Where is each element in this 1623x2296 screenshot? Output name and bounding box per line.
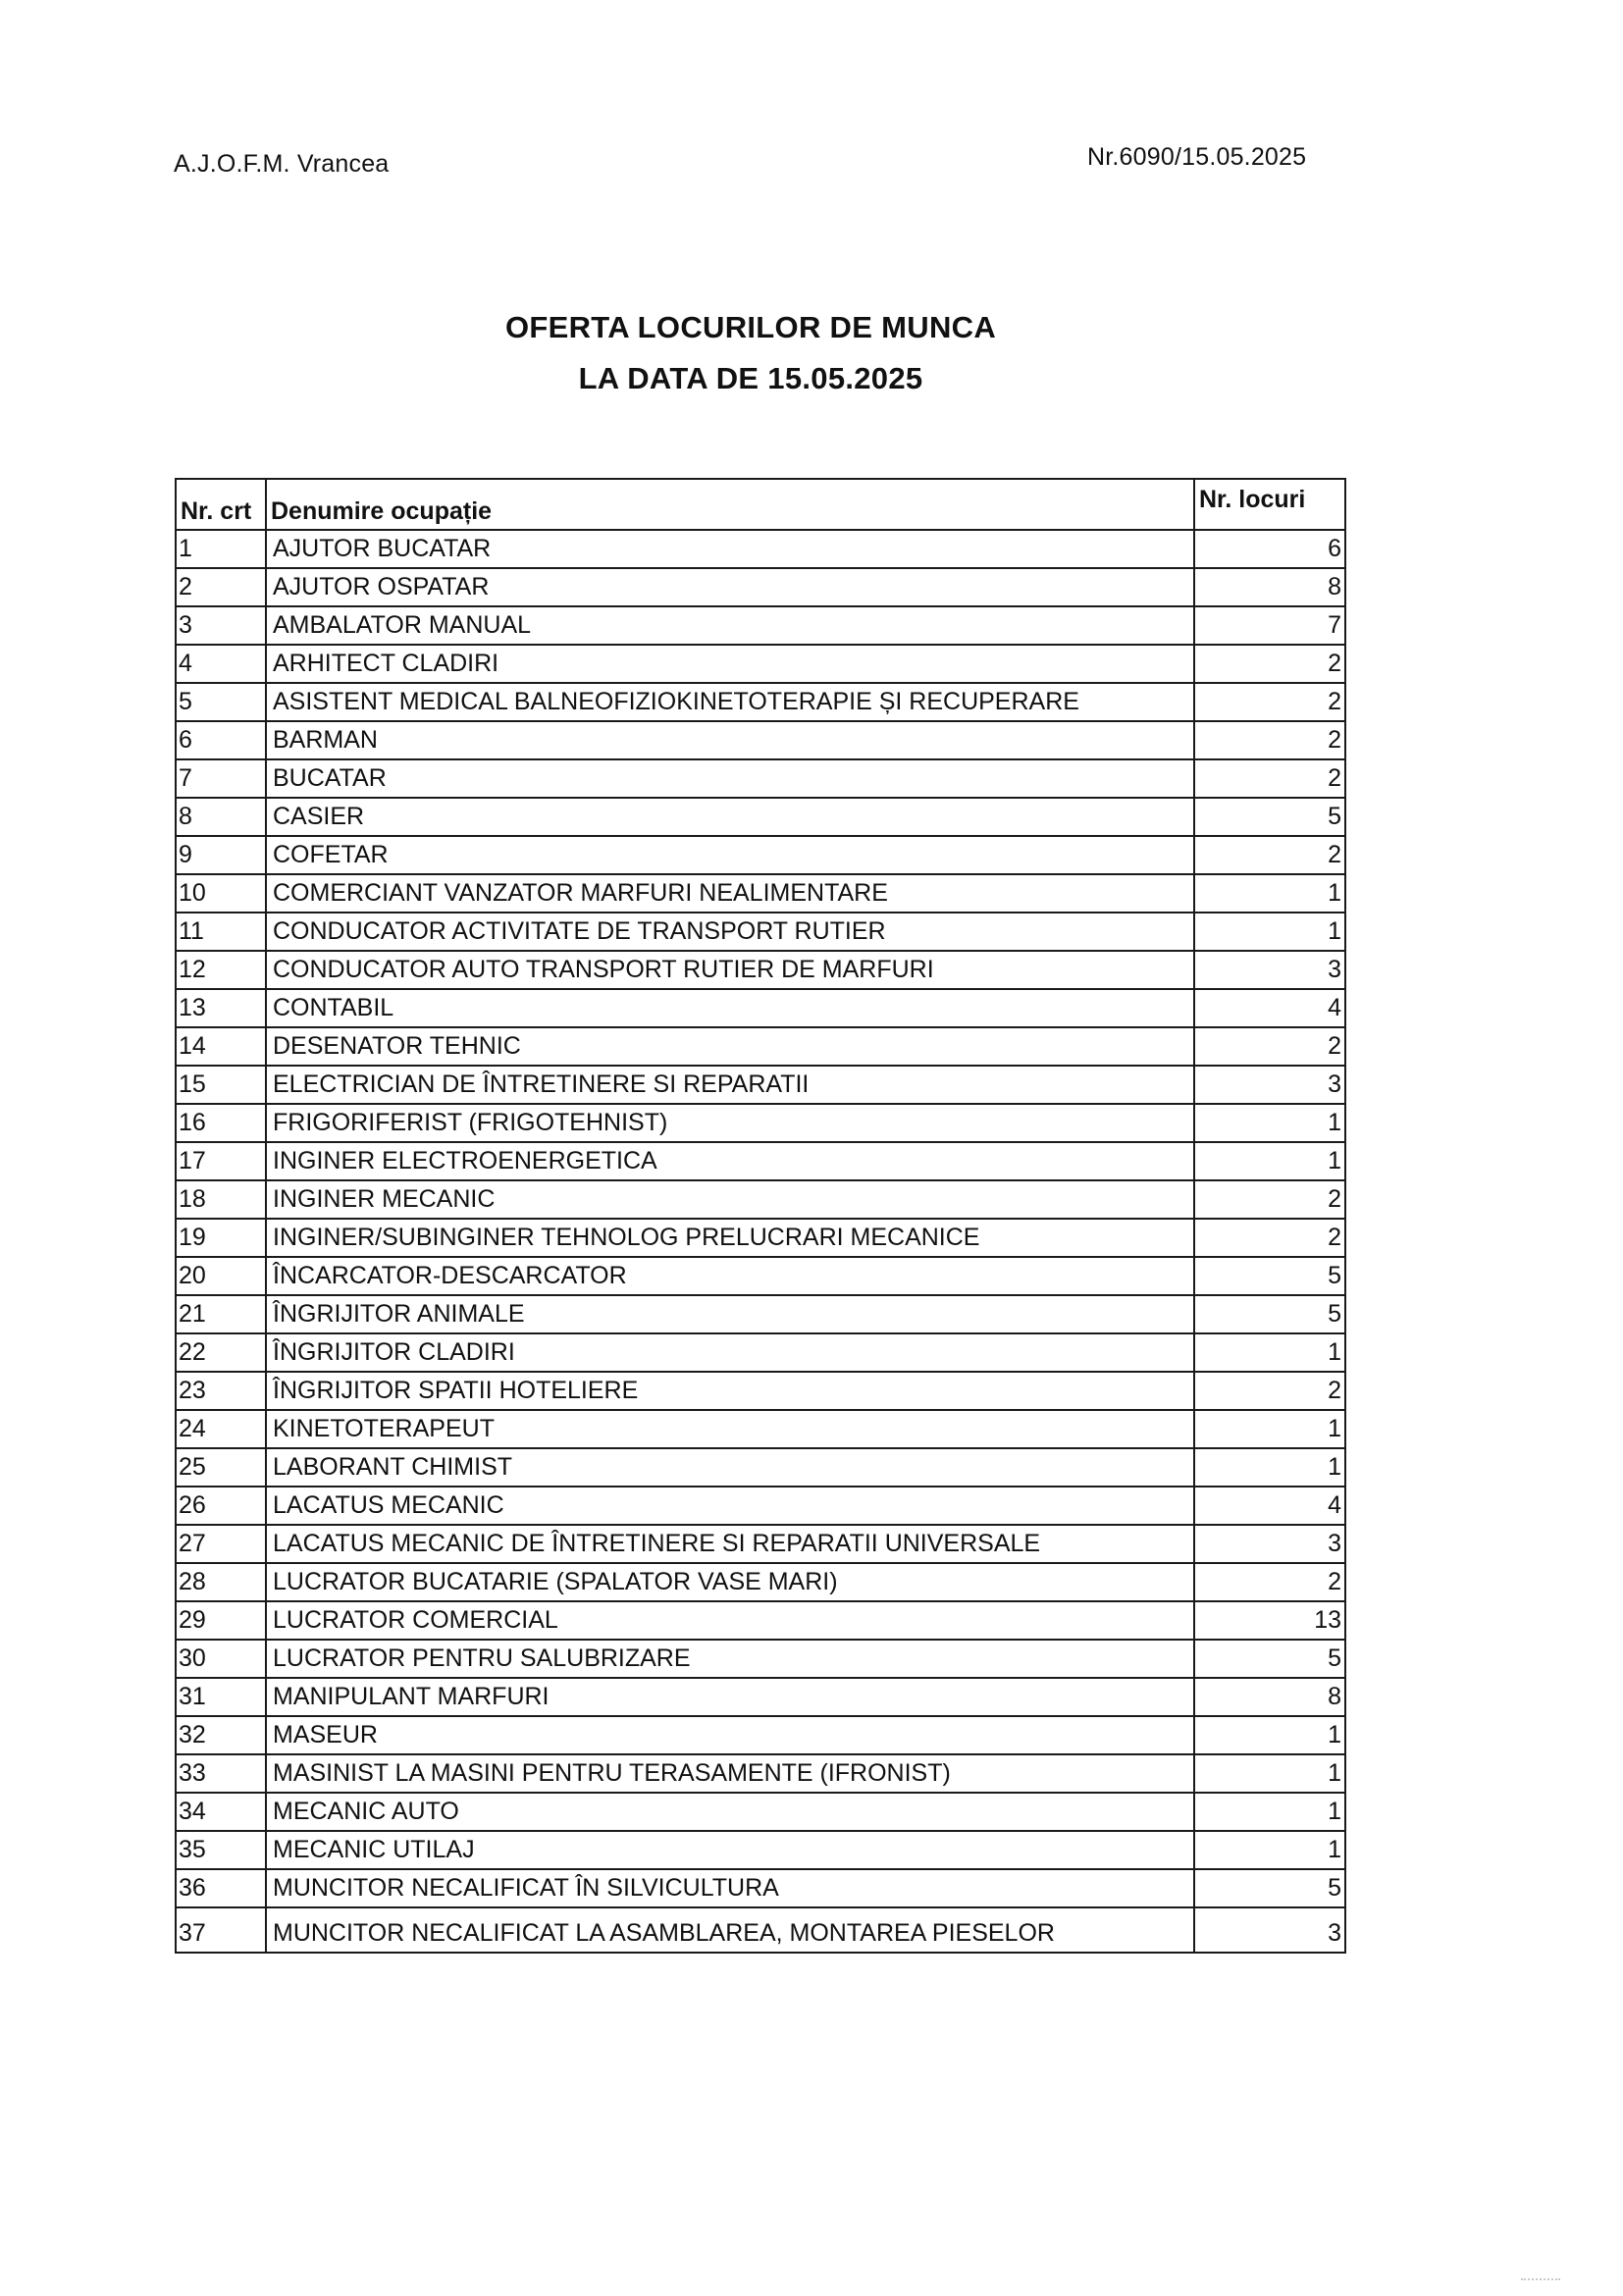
occupation-name: CONDUCATOR ACTIVITATE DE TRANSPORT RUTIER bbox=[266, 913, 1194, 951]
table-row bbox=[176, 683, 1345, 721]
row-number: 32 bbox=[176, 1716, 266, 1754]
places-count: 13 bbox=[1194, 1601, 1345, 1640]
places-count: 2 bbox=[1194, 721, 1345, 759]
occupation-name: MECANIC AUTO bbox=[266, 1793, 1194, 1831]
occupation-name: MANIPULANT MARFURI bbox=[266, 1678, 1194, 1716]
table-row bbox=[176, 1563, 1345, 1601]
table-row bbox=[176, 1869, 1345, 1907]
row-number: 25 bbox=[176, 1448, 266, 1487]
places-count: 1 bbox=[1194, 1104, 1345, 1142]
column-header-occupation: Denumire ocupație bbox=[266, 479, 1194, 530]
column-header-places: Nr. locuri bbox=[1194, 479, 1345, 530]
row-number: 15 bbox=[176, 1066, 266, 1104]
table-row bbox=[176, 1295, 1345, 1333]
places-count: 2 bbox=[1194, 759, 1345, 798]
occupation-name: CONDUCATOR AUTO TRANSPORT RUTIER DE MARFURI bbox=[266, 951, 1194, 989]
table-row bbox=[176, 989, 1345, 1027]
table-header-row bbox=[176, 479, 1345, 530]
places-count: 5 bbox=[1194, 798, 1345, 836]
table-row bbox=[176, 530, 1345, 568]
table-row bbox=[176, 1487, 1345, 1525]
occupation-name: CONTABIL bbox=[266, 989, 1194, 1027]
occupation-name: FRIGORIFERIST (FRIGOTEHNIST) bbox=[266, 1104, 1194, 1142]
table-row bbox=[176, 1257, 1345, 1295]
places-count: 5 bbox=[1194, 1257, 1345, 1295]
table-row bbox=[176, 1180, 1345, 1219]
table-row bbox=[176, 1831, 1345, 1869]
row-number: 19 bbox=[176, 1219, 266, 1257]
table-row bbox=[176, 759, 1345, 798]
occupation-name: LUCRATOR PENTRU SALUBRIZARE bbox=[266, 1640, 1194, 1678]
document-title: OFERTA LOCURILOR DE MUNCA bbox=[504, 310, 997, 344]
occupation-name: MUNCITOR NECALIFICAT LA ASAMBLAREA, MONTAREA PIESELOR bbox=[266, 1907, 1194, 1953]
table-row bbox=[176, 1678, 1345, 1716]
row-number: 2 bbox=[176, 568, 266, 606]
occupation-name: AJUTOR OSPATAR bbox=[266, 568, 1194, 606]
organization-name: A.J.O.F.M. Vrancea bbox=[174, 150, 390, 178]
document-subtitle-date: LA DATA DE 15.05.2025 bbox=[578, 361, 923, 395]
occupation-name: INGINER/SUBINGINER TEHNOLOG PRELUCRARI MECANICE bbox=[266, 1219, 1194, 1257]
occupation-name: ÎNGRIJITOR SPATII HOTELIERE bbox=[266, 1372, 1194, 1410]
row-number: 6 bbox=[176, 721, 266, 759]
row-number: 30 bbox=[176, 1640, 266, 1678]
column-header-nr: Nr. crt bbox=[176, 479, 266, 530]
row-number: 12 bbox=[176, 951, 266, 989]
table-row bbox=[176, 1716, 1345, 1754]
places-count: 2 bbox=[1194, 1563, 1345, 1601]
row-number: 7 bbox=[176, 759, 266, 798]
table-row bbox=[176, 568, 1345, 606]
row-number: 34 bbox=[176, 1793, 266, 1831]
document-number: Nr.6090/15.05.2025 bbox=[1087, 143, 1307, 171]
table-row bbox=[176, 1525, 1345, 1563]
occupation-name: ÎNCARCATOR-DESCARCATOR bbox=[266, 1257, 1194, 1295]
row-number: 4 bbox=[176, 645, 266, 683]
table-row bbox=[176, 1754, 1345, 1793]
table-row bbox=[176, 1104, 1345, 1142]
row-number: 1 bbox=[176, 530, 266, 568]
table-row bbox=[176, 836, 1345, 874]
places-count: 3 bbox=[1194, 1066, 1345, 1104]
occupation-name: LUCRATOR COMERCIAL bbox=[266, 1601, 1194, 1640]
table-row bbox=[176, 606, 1345, 645]
places-count: 3 bbox=[1194, 951, 1345, 989]
row-number: 21 bbox=[176, 1295, 266, 1333]
occupation-name: MASINIST LA MASINI PENTRU TERASAMENTE (IFRONIST) bbox=[266, 1754, 1194, 1793]
table-row bbox=[176, 645, 1345, 683]
row-number: 13 bbox=[176, 989, 266, 1027]
row-number: 26 bbox=[176, 1487, 266, 1525]
row-number: 35 bbox=[176, 1831, 266, 1869]
places-count: 2 bbox=[1194, 1027, 1345, 1066]
occupation-name: INGINER ELECTROENERGETICA bbox=[266, 1142, 1194, 1180]
table-row bbox=[176, 1066, 1345, 1104]
row-number: 20 bbox=[176, 1257, 266, 1295]
row-number: 28 bbox=[176, 1563, 266, 1601]
row-number: 3 bbox=[176, 606, 266, 645]
places-count: 2 bbox=[1194, 645, 1345, 683]
places-count: 1 bbox=[1194, 1410, 1345, 1448]
places-count: 1 bbox=[1194, 1716, 1345, 1754]
occupation-name: AJUTOR BUCATAR bbox=[266, 530, 1194, 568]
occupation-name: ASISTENT MEDICAL BALNEOFIZIOKINETOTERAPIE ȘI RECUPERARE bbox=[266, 683, 1194, 721]
occupation-name: LACATUS MECANIC bbox=[266, 1487, 1194, 1525]
table-row bbox=[176, 721, 1345, 759]
places-count: 1 bbox=[1194, 1333, 1345, 1372]
table-row bbox=[176, 874, 1345, 913]
table-row bbox=[176, 1907, 1345, 1953]
table-row bbox=[176, 1333, 1345, 1372]
table-row bbox=[176, 1027, 1345, 1066]
row-number: 9 bbox=[176, 836, 266, 874]
table-row bbox=[176, 1640, 1345, 1678]
occupation-name: MECANIC UTILAJ bbox=[266, 1831, 1194, 1869]
row-number: 5 bbox=[176, 683, 266, 721]
places-count: 2 bbox=[1194, 1372, 1345, 1410]
places-count: 1 bbox=[1194, 1754, 1345, 1793]
row-number: 27 bbox=[176, 1525, 266, 1563]
occupation-name: LACATUS MECANIC DE ÎNTRETINERE SI REPARATII UNIVERSALE bbox=[266, 1525, 1194, 1563]
row-number: 16 bbox=[176, 1104, 266, 1142]
row-number: 17 bbox=[176, 1142, 266, 1180]
places-count: 5 bbox=[1194, 1640, 1345, 1678]
row-number: 29 bbox=[176, 1601, 266, 1640]
table-row bbox=[176, 951, 1345, 989]
row-number: 11 bbox=[176, 913, 266, 951]
occupation-name: MUNCITOR NECALIFICAT ÎN SILVICULTURA bbox=[266, 1869, 1194, 1907]
places-count: 8 bbox=[1194, 1678, 1345, 1716]
places-count: 6 bbox=[1194, 530, 1345, 568]
row-number: 8 bbox=[176, 798, 266, 836]
row-number: 22 bbox=[176, 1333, 266, 1372]
places-count: 1 bbox=[1194, 874, 1345, 913]
table-row bbox=[176, 1410, 1345, 1448]
occupation-name: ELECTRICIAN DE ÎNTRETINERE SI REPARATII bbox=[266, 1066, 1194, 1104]
places-count: 1 bbox=[1194, 1831, 1345, 1869]
scan-artifact bbox=[1521, 2278, 1560, 2282]
occupation-name: BARMAN bbox=[266, 721, 1194, 759]
places-count: 2 bbox=[1194, 683, 1345, 721]
occupation-name: ÎNGRIJITOR CLADIRI bbox=[266, 1333, 1194, 1372]
table-row bbox=[176, 913, 1345, 951]
places-count: 4 bbox=[1194, 989, 1345, 1027]
row-number: 31 bbox=[176, 1678, 266, 1716]
places-count: 4 bbox=[1194, 1487, 1345, 1525]
occupation-name: ÎNGRIJITOR ANIMALE bbox=[266, 1295, 1194, 1333]
occupation-name: LABORANT CHIMIST bbox=[266, 1448, 1194, 1487]
occupation-name: MASEUR bbox=[266, 1716, 1194, 1754]
table-row bbox=[176, 1219, 1345, 1257]
occupation-name: AMBALATOR MANUAL bbox=[266, 606, 1194, 645]
occupation-name: CASIER bbox=[266, 798, 1194, 836]
row-number: 14 bbox=[176, 1027, 266, 1066]
row-number: 36 bbox=[176, 1869, 266, 1907]
table-row bbox=[176, 1448, 1345, 1487]
occupation-name: LUCRATOR BUCATARIE (SPALATOR VASE MARI) bbox=[266, 1563, 1194, 1601]
row-number: 10 bbox=[176, 874, 266, 913]
places-count: 3 bbox=[1194, 1525, 1345, 1563]
places-count: 1 bbox=[1194, 1142, 1345, 1180]
table-row bbox=[176, 1372, 1345, 1410]
places-count: 5 bbox=[1194, 1869, 1345, 1907]
occupation-name: KINETOTERAPEUT bbox=[266, 1410, 1194, 1448]
occupation-name: DESENATOR TEHNIC bbox=[266, 1027, 1194, 1066]
occupation-name: INGINER MECANIC bbox=[266, 1180, 1194, 1219]
places-count: 2 bbox=[1194, 1219, 1345, 1257]
occupation-name: COMERCIANT VANZATOR MARFURI NEALIMENTARE bbox=[266, 874, 1194, 913]
table-row bbox=[176, 1793, 1345, 1831]
occupation-name: ARHITECT CLADIRI bbox=[266, 645, 1194, 683]
places-count: 5 bbox=[1194, 1295, 1345, 1333]
row-number: 18 bbox=[176, 1180, 266, 1219]
row-number: 33 bbox=[176, 1754, 266, 1793]
places-count: 1 bbox=[1194, 1793, 1345, 1831]
job-offers-table bbox=[175, 478, 1346, 1954]
occupation-name: COFETAR bbox=[266, 836, 1194, 874]
places-count: 2 bbox=[1194, 1180, 1345, 1219]
places-count: 8 bbox=[1194, 568, 1345, 606]
table-row bbox=[176, 798, 1345, 836]
row-number: 23 bbox=[176, 1372, 266, 1410]
places-count: 7 bbox=[1194, 606, 1345, 645]
places-count: 3 bbox=[1194, 1907, 1345, 1953]
row-number: 24 bbox=[176, 1410, 266, 1448]
table-row bbox=[176, 1601, 1345, 1640]
places-count: 2 bbox=[1194, 836, 1345, 874]
places-count: 1 bbox=[1194, 1448, 1345, 1487]
places-count: 1 bbox=[1194, 913, 1345, 951]
table-row bbox=[176, 1142, 1345, 1180]
occupation-name: BUCATAR bbox=[266, 759, 1194, 798]
row-number: 37 bbox=[176, 1907, 266, 1953]
